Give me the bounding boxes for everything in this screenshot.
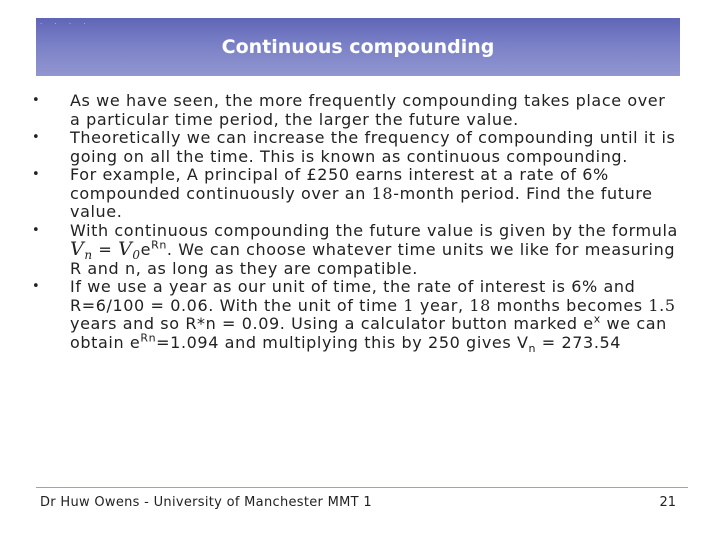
bullet-text-part: If we use a year as our unit of time, the rate of interest is 6% and R=6/100 = 0.06. With the unit of time [70, 277, 636, 315]
page-number: 21 [659, 495, 676, 510]
formula-e: e [140, 240, 152, 259]
bullet-dot-icon: • [32, 279, 41, 294]
formula-v0: V [118, 238, 133, 260]
bullet-item [30, 92, 680, 129]
bullet-text: As we have seen, the more frequently compounding takes place over a particular time period, the larger the future value. [70, 91, 666, 129]
formula-v: V [70, 238, 85, 260]
sub-n: n [528, 341, 537, 355]
bullet-text-part: With continuous compounding the future value is given by the formula [70, 220, 678, 240]
bullet-text-part: we can obtain e [70, 314, 667, 352]
bullet-dot-icon: • [32, 167, 41, 182]
bullet-text-part: For example, A principal of £250 earns interest at a rate of 6% compounded continuously over an [70, 165, 609, 203]
bullet-item [30, 222, 680, 279]
bullet-text-part: -month period. Find the future value. [70, 183, 653, 221]
number-1: 1 [403, 295, 415, 315]
number-18: 18 [371, 183, 394, 203]
sup-rn: Rn [140, 331, 157, 345]
bullet-text: Theoretically we can increase the frequency of compounding until it is going on all the time. This is known as continuous compounding. [70, 128, 676, 166]
bullet-dot-icon: • [32, 222, 41, 238]
bullet-text-part: years and so R*n = 0.09. Using a calculator button marked e [70, 314, 594, 333]
number-1-5: 1.5 [648, 295, 676, 315]
sup-x: x [593, 312, 601, 326]
formula-equals: = [92, 240, 119, 259]
bullet-text-part: year, [414, 295, 470, 315]
bullet-dot-icon: • [32, 130, 41, 145]
bullet-dot-icon: • [32, 93, 41, 108]
footer-divider [36, 487, 688, 488]
title-bar [36, 18, 680, 76]
bullet-item [30, 166, 680, 222]
formula-sub-n: n [84, 248, 93, 263]
bullet-text-part: months becomes [490, 295, 649, 315]
bullet-item [30, 129, 680, 166]
bullet-item [30, 277, 680, 355]
slide-title: Continuous compounding [221, 36, 495, 58]
decorative-dots: · · · · [40, 20, 91, 28]
bullet-text-part: . We can choose whatever time units we like for measuring R and n, as long as they are compatible. [70, 240, 676, 278]
footer-credit: Dr Huw Owens - University of Manchester MMT 1 [40, 495, 372, 510]
formula-sup-rn: Rn [151, 238, 167, 252]
bullet-text-part: = 273.54 [536, 332, 622, 352]
bullet-text-part: =1.094 and multiplying this by 250 gives V [156, 332, 529, 352]
formula-sub-0: 0 [132, 248, 141, 263]
bullet-list [30, 91, 680, 355]
number-18: 18 [469, 295, 491, 315]
slide-content [30, 91, 680, 355]
